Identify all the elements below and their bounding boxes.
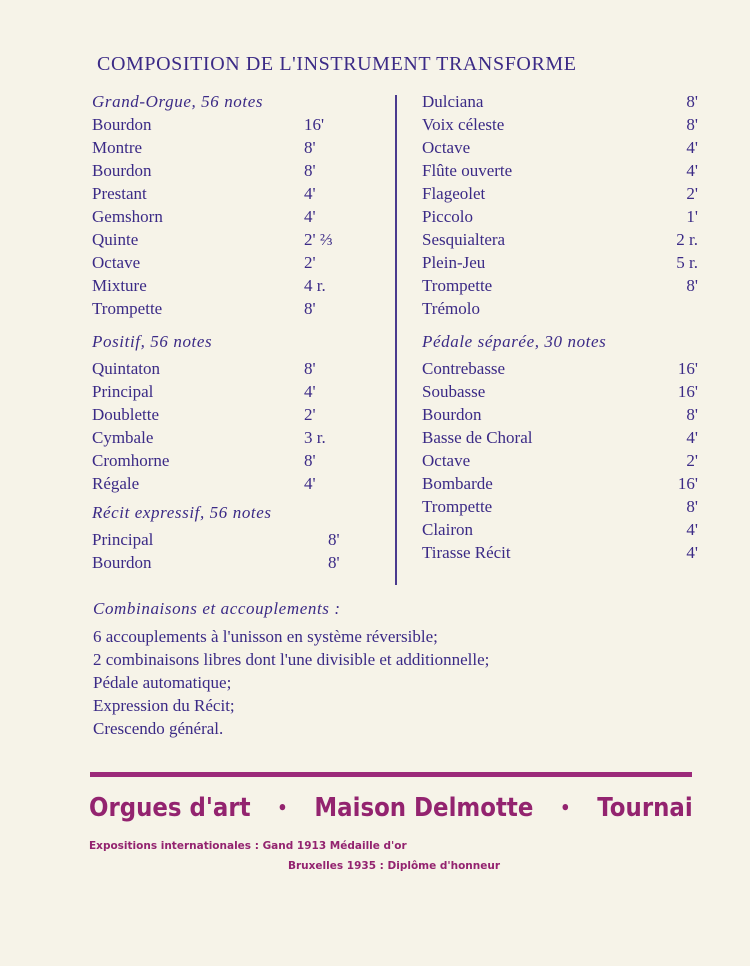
stop-name: Trémolo <box>422 299 480 318</box>
stop-row <box>92 551 382 574</box>
exposition-line-2: Bruxelles 1935 : Diplôme d'honneur <box>288 860 501 872</box>
stop-name: Bourdon <box>92 115 152 134</box>
stop-size: 8' <box>328 553 340 572</box>
stop-row <box>422 449 698 472</box>
stop-name: Quinte <box>92 230 139 249</box>
stop-size: 16' <box>677 382 698 401</box>
stop-row <box>92 113 382 136</box>
stop-size: 4' <box>686 138 698 157</box>
stop-row <box>92 136 382 159</box>
stop-row <box>92 426 382 449</box>
stop-row <box>92 449 382 472</box>
stop-size: 8' <box>304 359 316 378</box>
stop-row <box>92 472 382 495</box>
recit-continued-list <box>422 90 698 320</box>
stop-size: 8' <box>686 92 698 111</box>
stop-row <box>422 228 698 251</box>
combination-line: Crescendo général. <box>93 719 224 738</box>
stop-name: Régale <box>92 474 140 493</box>
stop-size: 4' <box>686 428 698 447</box>
stop-name: Piccolo <box>422 207 473 226</box>
stop-size: 4' <box>686 161 698 180</box>
brand-maison: Maison Delmotte <box>314 793 534 823</box>
stop-name: Trompette <box>92 299 163 318</box>
stop-size: 4' <box>304 474 316 493</box>
stop-size: 4' <box>686 520 698 539</box>
stop-name: Gemshorn <box>92 207 163 226</box>
stop-row <box>92 403 382 426</box>
stop-name: Principal <box>92 530 154 549</box>
combination-line: 6 accouplements à l'unisson en système réversible; <box>93 627 438 646</box>
stop-row <box>422 159 698 182</box>
brand-orgues: Orgues d'art <box>89 793 251 823</box>
stop-size: 2' <box>686 451 698 470</box>
combinations-section <box>93 597 713 740</box>
stop-name: Bourdon <box>422 405 482 424</box>
pedale-list <box>422 357 698 564</box>
stop-row <box>92 357 382 380</box>
stop-size: 4' <box>304 207 316 226</box>
brand-city: Tournai <box>597 793 693 823</box>
stop-name: Cymbale <box>92 428 154 447</box>
positif-heading: Positif, 56 notes <box>92 332 213 351</box>
stop-name: Sesquialtera <box>422 230 506 249</box>
stop-name: Octave <box>92 253 141 272</box>
stop-name: Bourdon <box>92 553 152 572</box>
stop-name: Trompette <box>422 497 493 516</box>
bullet-separator: • <box>277 797 288 819</box>
stop-row <box>92 159 382 182</box>
stop-row <box>422 518 698 541</box>
stop-size: 2 r. <box>676 230 698 249</box>
stop-row <box>92 205 382 228</box>
stop-name: Mixture <box>92 276 147 295</box>
stop-name: Clairon <box>422 520 473 539</box>
stop-row <box>422 205 698 228</box>
stop-row <box>92 274 382 297</box>
stop-size: 16' <box>677 474 698 493</box>
stop-size: 8' <box>686 405 698 424</box>
stop-row <box>422 251 698 274</box>
stop-name: Bombarde <box>422 474 493 493</box>
stop-row <box>422 90 698 113</box>
stop-size: 8' <box>304 161 316 180</box>
stop-size: 1' <box>686 207 698 226</box>
stop-size: 8' <box>686 497 698 516</box>
stop-row <box>422 472 698 495</box>
exposition-line-1: Expositions internationales : Gand 1913 Médaille d'or <box>89 840 407 852</box>
stop-size: 8' <box>686 115 698 134</box>
stop-name: Dulciana <box>422 92 484 111</box>
stop-size: 2' <box>686 184 698 203</box>
combination-line: 2 combinaisons libres dont l'une divisible et additionnelle; <box>93 650 490 669</box>
stop-size: 4' <box>304 382 316 401</box>
recit-list <box>92 528 382 574</box>
bullet-separator: • <box>560 797 571 819</box>
stop-name: Cromhorne <box>92 451 170 470</box>
footer-rule <box>90 772 692 777</box>
stop-row <box>422 403 698 426</box>
stop-name: Contrebasse <box>422 359 506 378</box>
stop-row <box>422 297 698 320</box>
stop-size: 8' <box>304 451 316 470</box>
stop-name: Octave <box>422 451 471 470</box>
stop-name: Trompette <box>422 276 493 295</box>
stop-name: Voix céleste <box>422 115 505 134</box>
stop-size: 4' <box>304 184 316 203</box>
combinations-heading: Combinaisons et accouplements : <box>93 599 341 618</box>
right-column <box>422 90 698 564</box>
stop-row <box>422 541 698 564</box>
stop-row <box>422 113 698 136</box>
stop-row <box>92 251 382 274</box>
stop-row <box>92 297 382 320</box>
stop-size: 5 r. <box>676 253 698 272</box>
stop-size: 8' <box>304 299 316 318</box>
stop-size: 16' <box>677 359 698 378</box>
stop-size: 2' <box>304 405 316 424</box>
page-title: COMPOSITION DE L'INSTRUMENT TRANSFORME <box>97 53 577 75</box>
stop-name: Quintaton <box>92 359 160 378</box>
stop-name: Doublette <box>92 405 160 424</box>
stop-size: 16' <box>304 115 325 134</box>
stop-name: Tirasse Récit <box>422 543 511 562</box>
column-divider <box>395 95 397 585</box>
grand-orgue-heading: Grand-Orgue, 56 notes <box>92 92 264 111</box>
grand-orgue-list <box>92 113 382 320</box>
stop-name: Octave <box>422 138 471 157</box>
combination-line: Expression du Récit; <box>93 696 235 715</box>
recit-heading: Récit expressif, 56 notes <box>92 503 272 522</box>
stop-size: 3 r. <box>304 428 326 447</box>
stop-row <box>92 228 382 251</box>
spacer <box>92 320 382 330</box>
stop-size: 4 r. <box>304 276 326 295</box>
stop-name: Plein-Jeu <box>422 253 486 272</box>
stop-size: 2' ⅔ <box>304 230 333 249</box>
stop-name: Flûte ouverte <box>422 161 513 180</box>
positif-list <box>92 357 382 495</box>
stop-size: 8' <box>686 276 698 295</box>
stop-name: Prestant <box>92 184 147 203</box>
stop-name: Soubasse <box>422 382 486 401</box>
stop-row <box>422 274 698 297</box>
stop-row <box>422 357 698 380</box>
stop-row <box>422 495 698 518</box>
stop-name: Flageolet <box>422 184 486 203</box>
stop-row <box>422 426 698 449</box>
stop-name: Bourdon <box>92 161 152 180</box>
stop-size: 8' <box>328 530 340 549</box>
brand-line <box>89 793 693 823</box>
stop-size: 8' <box>304 138 316 157</box>
stop-size: 2' <box>304 253 316 272</box>
stop-row <box>422 380 698 403</box>
combination-line: Pédale automatique; <box>93 673 232 692</box>
stop-name: Basse de Choral <box>422 428 533 447</box>
spacer <box>422 320 698 330</box>
left-column <box>92 90 382 574</box>
stop-row <box>92 182 382 205</box>
stop-size: 4' <box>686 543 698 562</box>
stop-row <box>422 182 698 205</box>
stop-row <box>92 528 382 551</box>
stop-row <box>92 380 382 403</box>
pedale-heading: Pédale séparée, 30 notes <box>422 332 607 351</box>
stop-name: Principal <box>92 382 154 401</box>
stop-row <box>422 136 698 159</box>
stop-name: Montre <box>92 138 143 157</box>
